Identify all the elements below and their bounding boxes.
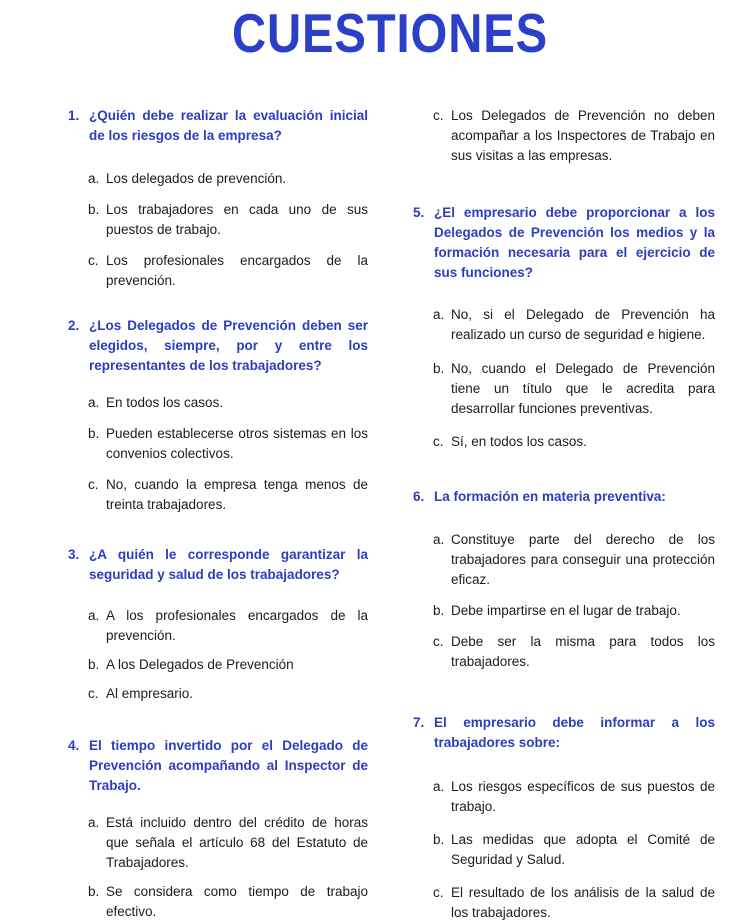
option-text: Está incluido dentro del crédito de horas que señala el artículo 68 del Estatuto de Trabajadores. — [106, 815, 368, 870]
option-letter: c. — [433, 634, 444, 649]
question-number: 6. — [413, 489, 425, 504]
option-letter: c. — [433, 108, 444, 123]
option-letter: a. — [433, 532, 445, 547]
option-item — [413, 830, 715, 870]
option-letter: b. — [88, 884, 100, 899]
question-4 — [68, 736, 368, 922]
option-letter: a. — [88, 395, 100, 410]
option-item — [68, 393, 368, 413]
question-heading — [68, 545, 368, 585]
option-item — [68, 813, 368, 873]
option-item — [413, 777, 715, 817]
question-heading — [413, 487, 715, 507]
option-text: Debe impartirse en el lugar de trabajo. — [451, 603, 681, 618]
option-item — [68, 882, 368, 922]
question-text: ¿Los Delegados de Prevención deben ser elegidos, siempre, por y entre los representantes de los trabajadores? — [89, 318, 368, 373]
question-text: El tiempo invertido por el Delegado de Prevención acompañando al Inspector de Trabajo. — [89, 738, 368, 793]
question-number: 5. — [413, 205, 425, 220]
option-letter: c. — [88, 477, 99, 492]
question-5 — [413, 203, 715, 452]
option-item — [413, 530, 715, 590]
question-heading — [68, 736, 368, 796]
option-item — [68, 169, 368, 189]
option-item — [413, 359, 715, 419]
option-letter: b. — [88, 202, 100, 217]
option-item — [68, 655, 368, 675]
question-3 — [68, 545, 368, 704]
option-item — [413, 305, 715, 345]
option-letter: c. — [88, 686, 99, 701]
question-heading — [68, 316, 368, 376]
option-letter: a. — [433, 307, 445, 322]
option-text: Al empresario. — [106, 686, 194, 701]
question-heading — [413, 713, 715, 753]
option-item — [68, 475, 368, 515]
option-text: Los trabajadores en cada uno de sus puestos de trabajo. — [106, 202, 368, 237]
option-item — [413, 883, 715, 923]
question-number: 7. — [413, 715, 425, 730]
option-item — [68, 606, 368, 646]
question-2 — [68, 316, 368, 515]
question-text: ¿Quién debe realizar la evaluación inicial de los riesgos de la empresa? — [89, 108, 368, 143]
option-text: Los Delegados de Prevención no deben acompañar a los Inspectores de Trabajo en sus visitas a las empresas. — [451, 108, 715, 163]
option-text: Debe ser la misma para todos los trabajadores. — [451, 634, 715, 669]
option-text: El resultado de los análisis de la salud de los trabajadores. — [451, 885, 715, 920]
option-text: Los profesionales encargados de la prevención. — [106, 253, 368, 288]
page-title: CUESTIONES — [231, 2, 549, 64]
option-text: No, cuando la empresa tenga menos de treinta trabajadores. — [106, 477, 368, 512]
option-letter: a. — [88, 608, 100, 623]
option-text: No, cuando el Delegado de Prevención tiene un título que le acredita para desarrollar funciones preventivas. — [451, 361, 715, 416]
option-letter: c. — [88, 253, 99, 268]
option-letter: c. — [433, 434, 444, 449]
option-item — [68, 684, 368, 704]
option-text: En todos los casos. — [106, 395, 224, 410]
question-heading — [68, 106, 368, 146]
option-letter: b. — [88, 657, 100, 672]
question-number: 2. — [68, 318, 80, 333]
option-letter: a. — [88, 815, 100, 830]
question-text: ¿A quién le corresponde garantizar la seguridad y salud de los trabajadores? — [89, 547, 368, 582]
question-number: 1. — [68, 108, 80, 123]
option-text: Las medidas que adopta el Comité de Seguridad y Salud. — [451, 832, 715, 867]
option-letter: a. — [88, 171, 100, 186]
option-item — [413, 601, 715, 621]
option-item — [68, 424, 368, 464]
option-text: Los riesgos específicos de sus puestos de trabajo. — [451, 779, 715, 814]
option-item — [68, 251, 368, 291]
option-text: A los Delegados de Prevención — [106, 657, 294, 672]
question-number: 4. — [68, 738, 80, 753]
option-item — [413, 432, 715, 452]
option-letter: a. — [433, 779, 445, 794]
option-letter: b. — [433, 603, 445, 618]
option-text: Constituye parte del derecho de los trabajadores para conseguir una protección eficaz. — [451, 532, 715, 587]
question-number: 3. — [68, 547, 80, 562]
question-1 — [68, 106, 368, 291]
option-text: No, si el Delegado de Prevención ha realizado un curso de seguridad e higiene. — [451, 307, 715, 342]
option-text: Pueden establecerse otros sistemas en los convenios colectivos. — [106, 426, 368, 461]
option-item — [68, 200, 368, 240]
question-7 — [413, 713, 715, 923]
option-item — [413, 106, 715, 166]
option-letter: b. — [88, 426, 100, 441]
option-letter: b. — [433, 361, 445, 376]
option-text: Los delegados de prevención. — [106, 171, 287, 186]
question-text: ¿El empresario debe proporcionar a los Delegados de Prevención los medios y la formación necesaria para el ejercicio de sus funciones? — [434, 205, 715, 280]
option-text: Sí, en todos los casos. — [451, 434, 587, 449]
option-letter: b. — [433, 832, 445, 847]
question-4-continued — [413, 106, 715, 166]
option-letter: c. — [433, 885, 444, 900]
question-heading — [413, 203, 715, 283]
question-text: El empresario debe informar a los trabajadores sobre: — [434, 715, 715, 750]
option-text: A los profesionales encargados de la prevención. — [106, 608, 368, 643]
question-text: La formación en materia preventiva: — [434, 489, 666, 504]
option-text: Se considera como tiempo de trabajo efectivo. — [106, 884, 368, 919]
question-6 — [413, 487, 715, 672]
option-item — [413, 632, 715, 672]
